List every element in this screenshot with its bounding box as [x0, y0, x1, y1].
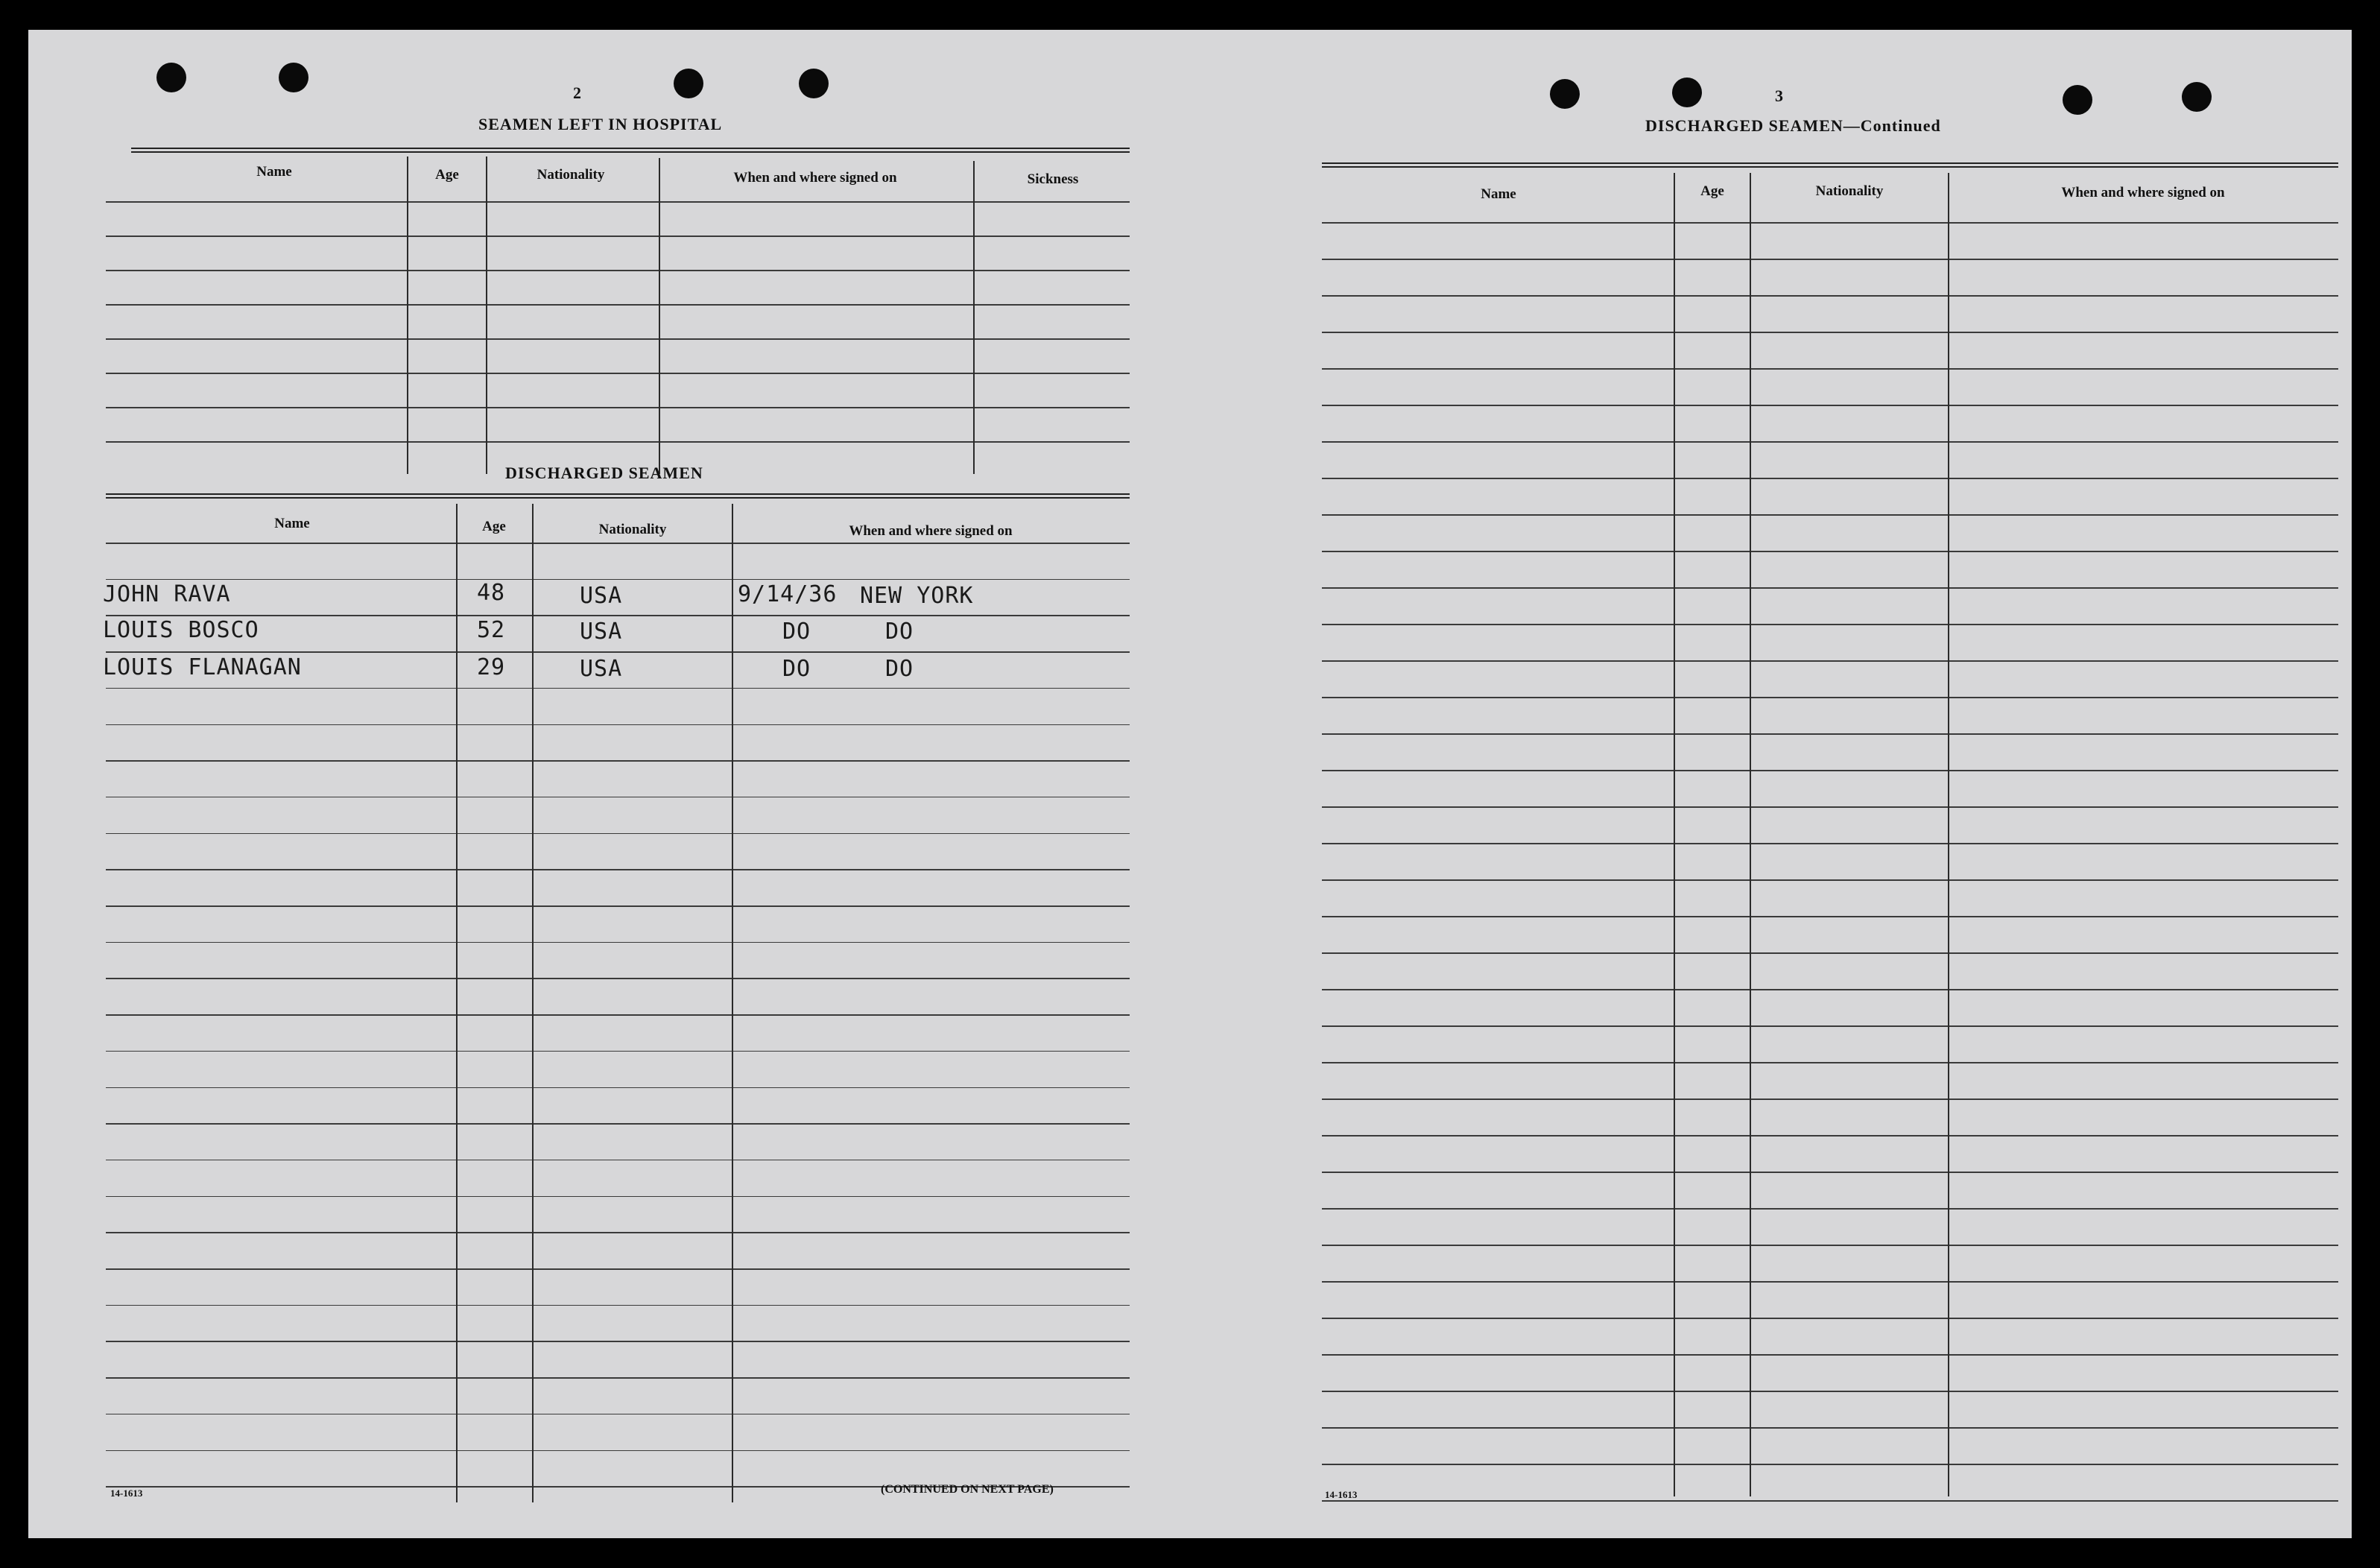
col-header-name: Name: [274, 516, 310, 531]
col-header-when-where: When and where signed on: [733, 170, 897, 186]
ruled-line: [1322, 514, 2338, 516]
col-header-name: Name: [1481, 186, 1516, 202]
ruled-line: [106, 724, 1130, 726]
ruled-line: [106, 1087, 1130, 1089]
column-divider: [456, 504, 458, 1502]
ruled-line: [1322, 368, 2338, 370]
ruled-line: [106, 543, 1130, 544]
column-divider: [407, 157, 408, 474]
punch-hole: [2063, 85, 2092, 115]
seaman-name: JOHN RAVA: [103, 581, 231, 607]
ruled-line: [106, 1160, 1130, 1161]
column-divider: [1948, 173, 1949, 1496]
ruled-line: [1322, 697, 2338, 698]
signed-on-place: NEW YORK: [860, 583, 974, 609]
ruled-line: [106, 1377, 1130, 1379]
seaman-age: 29: [477, 654, 506, 680]
column-divider: [1674, 173, 1675, 1496]
ruled-line: [106, 373, 1130, 374]
punch-hole: [1550, 79, 1580, 109]
ruled-line: [106, 651, 1130, 653]
ruled-line: [1322, 1135, 2338, 1137]
ruled-line: [1322, 259, 2338, 260]
seaman-nationality: USA: [580, 583, 623, 609]
ruled-line: [1322, 989, 2338, 990]
right-page: [1198, 30, 2352, 1538]
ruled-line: [1322, 770, 2338, 771]
column-divider: [532, 504, 534, 1502]
col-header-when-where: When and where signed on: [849, 523, 1013, 539]
ruled-line: [1322, 441, 2338, 443]
ruled-line: [106, 1123, 1130, 1125]
seaman-age: 52: [477, 617, 506, 643]
signed-on-date: 9/14/36: [738, 581, 838, 607]
ruled-line: [1322, 295, 2338, 297]
form-number: 14-1613: [110, 1488, 143, 1499]
ruled-line: [106, 942, 1130, 943]
ruled-line: [1322, 1281, 2338, 1283]
col-header-age: Age: [482, 519, 506, 534]
ruled-line: [1322, 587, 2338, 589]
signed-on-date: DO: [782, 619, 811, 645]
ruled-line: [106, 1232, 1130, 1233]
form-number: 14-1613: [1325, 1489, 1358, 1500]
discharged-section-title: DISCHARGED SEAMEN: [505, 464, 703, 482]
column-divider: [1750, 173, 1751, 1496]
ruled-line: [1322, 551, 2338, 552]
col-header-nationality: Nationality: [1815, 183, 1884, 199]
seaman-name: LOUIS BOSCO: [103, 617, 259, 643]
ruled-line: [1322, 1500, 2338, 1502]
ruled-line: [106, 978, 1130, 979]
ruled-line: [1322, 405, 2338, 406]
ruled-line: [1322, 843, 2338, 844]
page-number: 2: [573, 83, 581, 102]
page-number: 3: [1775, 86, 1783, 105]
ruled-line: [1322, 1464, 2338, 1465]
ruled-line: [1322, 478, 2338, 479]
ruled-line: [1322, 1172, 2338, 1173]
hospital-section-title: SEAMEN LEFT IN HOSPITAL: [478, 115, 723, 133]
ruled-line: [106, 1450, 1130, 1452]
ruled-line: [106, 905, 1130, 907]
ruled-line: [106, 688, 1130, 689]
punch-hole: [674, 69, 703, 98]
ruled-line: [1322, 1318, 2338, 1319]
ruled-line: [1322, 332, 2338, 333]
punch-hole: [1672, 78, 1702, 107]
column-divider: [732, 504, 733, 1502]
ruled-line: [1322, 733, 2338, 735]
col-header-name: Name: [256, 164, 292, 180]
ruled-line: [1322, 879, 2338, 881]
punch-hole: [279, 63, 308, 92]
ruled-line: [1322, 1354, 2338, 1356]
ruled-line: [1322, 1427, 2338, 1429]
ruled-line: [106, 338, 1130, 340]
ruled-line: [106, 270, 1130, 271]
ruled-line: [1322, 916, 2338, 917]
ruled-line: [106, 304, 1130, 306]
ruled-line: [1322, 1208, 2338, 1210]
seaman-name: LOUIS FLANAGAN: [103, 654, 302, 680]
ruled-line: [106, 407, 1130, 408]
signed-on-date: DO: [782, 656, 811, 682]
ruled-line: [106, 1051, 1130, 1052]
ruled-line: [106, 869, 1130, 870]
table-rule: [1322, 162, 2338, 168]
table-rule: [131, 148, 1130, 153]
signed-on-place: DO: [885, 619, 914, 645]
ruled-line: [106, 441, 1130, 443]
column-divider: [486, 157, 487, 474]
ruled-line: [106, 797, 1130, 798]
ruled-line: [106, 235, 1130, 237]
ruled-line: [1322, 1245, 2338, 1246]
ruled-line: [106, 760, 1130, 762]
ruled-line: [1322, 806, 2338, 808]
ruled-line: [1322, 624, 2338, 625]
ruled-line: [106, 615, 1130, 616]
continued-note: (CONTINUED ON NEXT PAGE): [881, 1483, 1054, 1496]
ruled-line: [106, 833, 1130, 835]
ruled-line: [106, 1414, 1130, 1415]
seaman-nationality: USA: [580, 656, 623, 682]
punch-hole: [2182, 82, 2212, 112]
ruled-line: [106, 1196, 1130, 1198]
ruled-line: [106, 1268, 1130, 1270]
col-header-sickness: Sickness: [1027, 171, 1079, 187]
page-title: DISCHARGED SEAMEN—Continued: [1645, 116, 1941, 135]
col-header-when-where: When and where signed on: [2061, 185, 2225, 200]
punch-hole: [799, 69, 829, 98]
seaman-nationality: USA: [580, 619, 623, 645]
ruled-line: [106, 1341, 1130, 1342]
ruled-line: [106, 1305, 1130, 1306]
ruled-line: [1322, 1025, 2338, 1027]
col-header-nationality: Nationality: [598, 522, 667, 537]
column-divider: [659, 158, 660, 474]
col-header-age: Age: [1700, 183, 1724, 199]
ruled-line: [1322, 1391, 2338, 1392]
ruled-line: [1322, 952, 2338, 954]
ruled-line: [1322, 660, 2338, 662]
ruled-line: [106, 1014, 1130, 1016]
document-sheet: [28, 30, 2352, 1538]
ruled-line: [1322, 1098, 2338, 1100]
column-divider: [973, 161, 975, 474]
seaman-age: 48: [477, 580, 506, 606]
ruled-line: [1322, 222, 2338, 224]
col-header-nationality: Nationality: [537, 167, 605, 183]
punch-hole: [156, 63, 186, 92]
ruled-line: [106, 201, 1130, 203]
signed-on-place: DO: [885, 656, 914, 682]
ruled-line: [106, 579, 1130, 581]
col-header-age: Age: [435, 167, 459, 183]
left-page: [28, 30, 1198, 1538]
ruled-line: [1322, 1062, 2338, 1063]
table-rule: [106, 493, 1130, 499]
